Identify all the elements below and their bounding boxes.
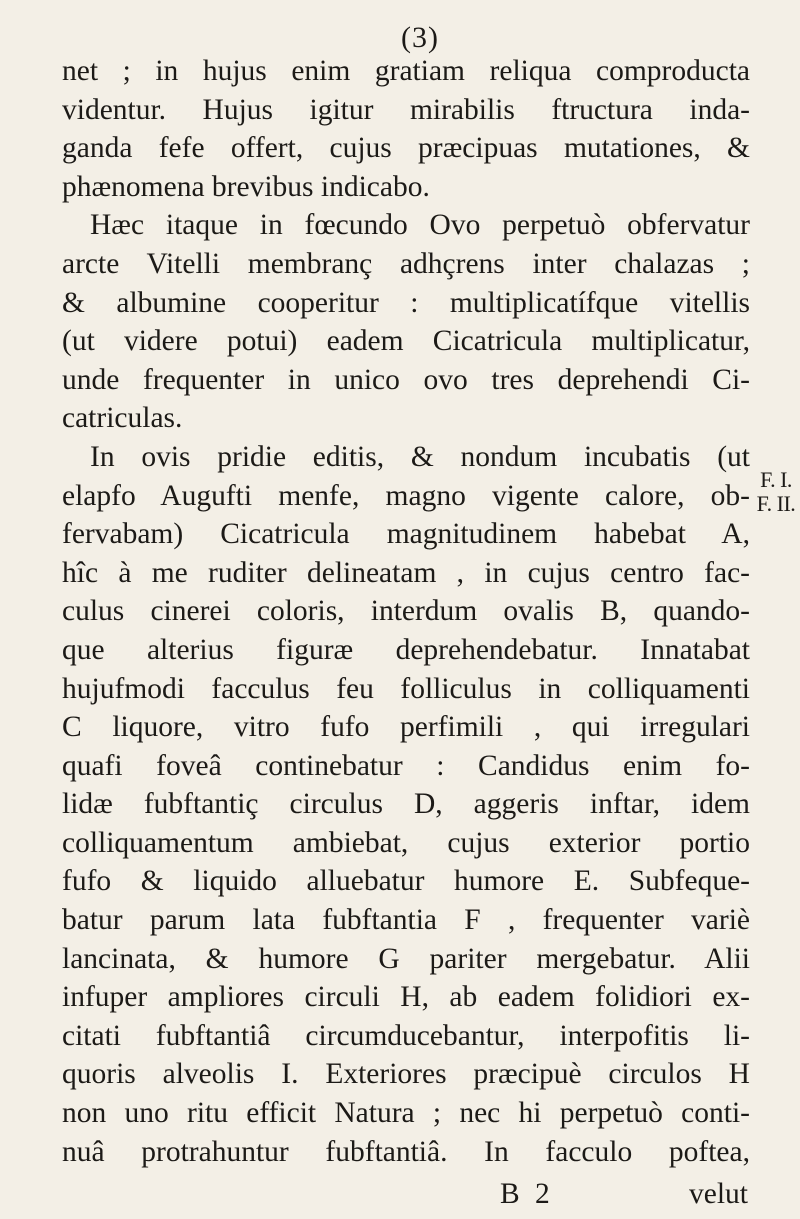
text-line: nuâ protrahuntur fubftantiâ. In facculo poftea, xyxy=(62,1135,750,1168)
text-line: quoris alveolis I. Exteriores præcipuè circulos H xyxy=(62,1058,750,1091)
marginal-line: F. I. xyxy=(760,467,792,492)
text-line: lancinata, & humore G pariter mergebatur. Alii xyxy=(62,942,750,975)
text-line: arcte Vitelli membranç adhçrens inter chalazas ; xyxy=(62,247,750,280)
catchword: velut xyxy=(689,1178,748,1210)
text-line: hîc à me ruditer delineatam , in cujus centro fac- xyxy=(62,556,750,589)
text-line: elapfo Augufti menfe, magno vigente calore, ob- xyxy=(62,479,750,512)
text-line: fufo & liquido alluebatur humore E. Subfeque- xyxy=(62,865,750,898)
marginal-line: F. II. xyxy=(756,491,796,516)
marginal-figure-reference xyxy=(754,468,798,516)
text-line: net ; in hujus enim gratiam reliqua comproducta xyxy=(62,55,750,87)
text-line: C liquore, vitro fufo perfimili , qui irregulari xyxy=(62,711,750,744)
text-line: citati fubftantiâ circumducebantur, interpofitis li- xyxy=(62,1019,750,1052)
text-line: culus cinerei coloris, interdum ovalis B, quando- xyxy=(62,595,750,628)
text-line: lidæ fubftantiç circulus D, aggeris inftar, idem xyxy=(62,788,750,821)
text-line: batur parum lata fubftantia F , frequenter variè xyxy=(62,904,750,937)
text-line: videntur. Hujus igitur mirabilis ftructura inda- xyxy=(62,93,750,126)
text-line: (ut videre potui) eadem Cicatricula multiplicatur, xyxy=(62,325,750,358)
text-line: Hæc itaque in fœcundo Ovo perpetuò obfervatur xyxy=(90,209,750,242)
text-line: unde frequenter in unico ovo tres deprehendi Ci- xyxy=(62,363,750,396)
text-line: quafi foveâ continebatur : Candidus enim fo- xyxy=(62,749,750,782)
text-line: & albumine cooperitur : multiplicatífque vitellis xyxy=(62,286,750,319)
text-line: In ovis pridie editis, & nondum incubatis (ut xyxy=(90,440,750,473)
main-text-block xyxy=(62,52,750,1171)
page-footer xyxy=(62,1176,750,1212)
signature-mark: B 2 xyxy=(500,1178,554,1210)
text-line: infuper ampliores circuli H, ab eadem folidiori ex- xyxy=(62,981,750,1014)
text-line: catriculas. xyxy=(62,402,183,435)
text-line: que alterius figuræ deprehendebatur. Innatabat xyxy=(62,633,750,666)
text-line: colliquamentum ambiebat, cujus exterior portio xyxy=(62,826,750,859)
text-line: fervabam) Cicatricula magnitudinem habebat A, xyxy=(62,518,750,551)
text-line: non uno ritu efficit Natura ; nec hi perpetuò conti- xyxy=(62,1097,750,1130)
text-line: phænomena brevibus indicabo. xyxy=(62,170,430,203)
text-line: ganda fefe offert, cujus præcipuas mutationes, & xyxy=(62,132,750,165)
page-number: (3) xyxy=(401,21,439,54)
text-line: hujufmodi facculus feu folliculus in colliquamenti xyxy=(62,672,750,705)
